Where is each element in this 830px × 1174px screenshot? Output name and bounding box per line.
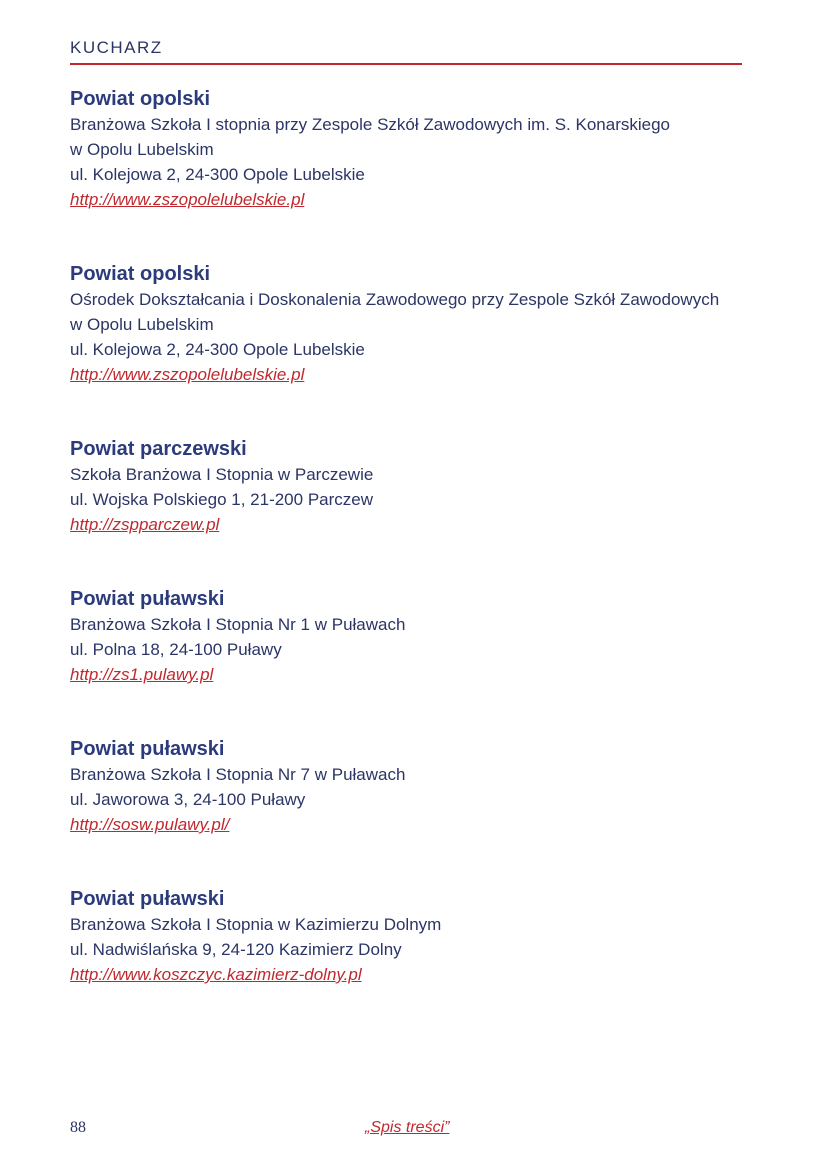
school-entry bbox=[70, 86, 770, 212]
school-name-line: Branżowa Szkoła I Stopnia w Kazimierzu Dolnym bbox=[70, 915, 442, 934]
school-website-link[interactable]: http://zs1.pulawy.pl bbox=[70, 665, 214, 684]
school-name-line: w Opolu Lubelskim bbox=[70, 140, 214, 159]
address-line: ul. Jaworowa 3, 24-100 Puławy bbox=[70, 790, 306, 809]
school-name-line: Ośrodek Dokształcania i Doskonalenia Zawodowego przy Zespole Szkół Zawodowych bbox=[70, 290, 720, 309]
address-line: ul. Polna 18, 24-100 Puławy bbox=[70, 640, 282, 659]
school-name-line: Branżowa Szkoła I Stopnia Nr 7 w Puławach bbox=[70, 765, 406, 784]
school-website-link[interactable]: http://zspparczew.pl bbox=[70, 515, 220, 534]
address-line: ul. Kolejowa 2, 24-300 Opole Lubelskie bbox=[70, 340, 365, 359]
header-divider bbox=[70, 63, 742, 65]
school-website-link[interactable]: http://www.zszopolelubelskie.pl bbox=[70, 190, 305, 209]
district-title: Powiat parczewski bbox=[70, 438, 247, 460]
school-name-line: Branżowa Szkoła I Stopnia Nr 1 w Puławach bbox=[70, 615, 406, 634]
page-header-title: KUCHARZ bbox=[70, 38, 163, 57]
address-line: ul. Wojska Polskiego 1, 21-200 Parczew bbox=[70, 490, 374, 509]
table-of-contents-link[interactable]: „Spis treści” bbox=[365, 1119, 450, 1136]
school-entry bbox=[70, 886, 770, 987]
school-name-line: Szkoła Branżowa I Stopnia w Parczewie bbox=[70, 465, 374, 484]
school-website-link[interactable]: http://www.koszczyc.kazimierz-dolny.pl bbox=[70, 965, 362, 984]
school-name-line: w Opolu Lubelskim bbox=[70, 315, 214, 334]
address-line: ul. Kolejowa 2, 24-300 Opole Lubelskie bbox=[70, 165, 365, 184]
school-website-link[interactable]: http://sosw.pulawy.pl/ bbox=[70, 815, 230, 834]
page-number: 88 bbox=[70, 1119, 86, 1136]
school-website-link[interactable]: http://www.zszopolelubelskie.pl bbox=[70, 365, 305, 384]
school-entry bbox=[70, 586, 770, 687]
school-list bbox=[70, 86, 770, 1036]
school-entry bbox=[70, 261, 770, 387]
district-title: Powiat opolski bbox=[70, 263, 211, 285]
district-title: Powiat opolski bbox=[70, 88, 211, 110]
school-name-line: Branżowa Szkoła I stopnia przy Zespole Szkół Zawodowych im. S. Konarskiego bbox=[70, 115, 670, 134]
school-entry bbox=[70, 736, 770, 837]
district-title: Powiat puławski bbox=[70, 588, 225, 610]
district-title: Powiat puławski bbox=[70, 738, 225, 760]
school-entry bbox=[70, 436, 770, 537]
district-title: Powiat puławski bbox=[70, 888, 225, 910]
address-line: ul. Nadwiślańska 9, 24-120 Kazimierz Dolny bbox=[70, 940, 402, 959]
